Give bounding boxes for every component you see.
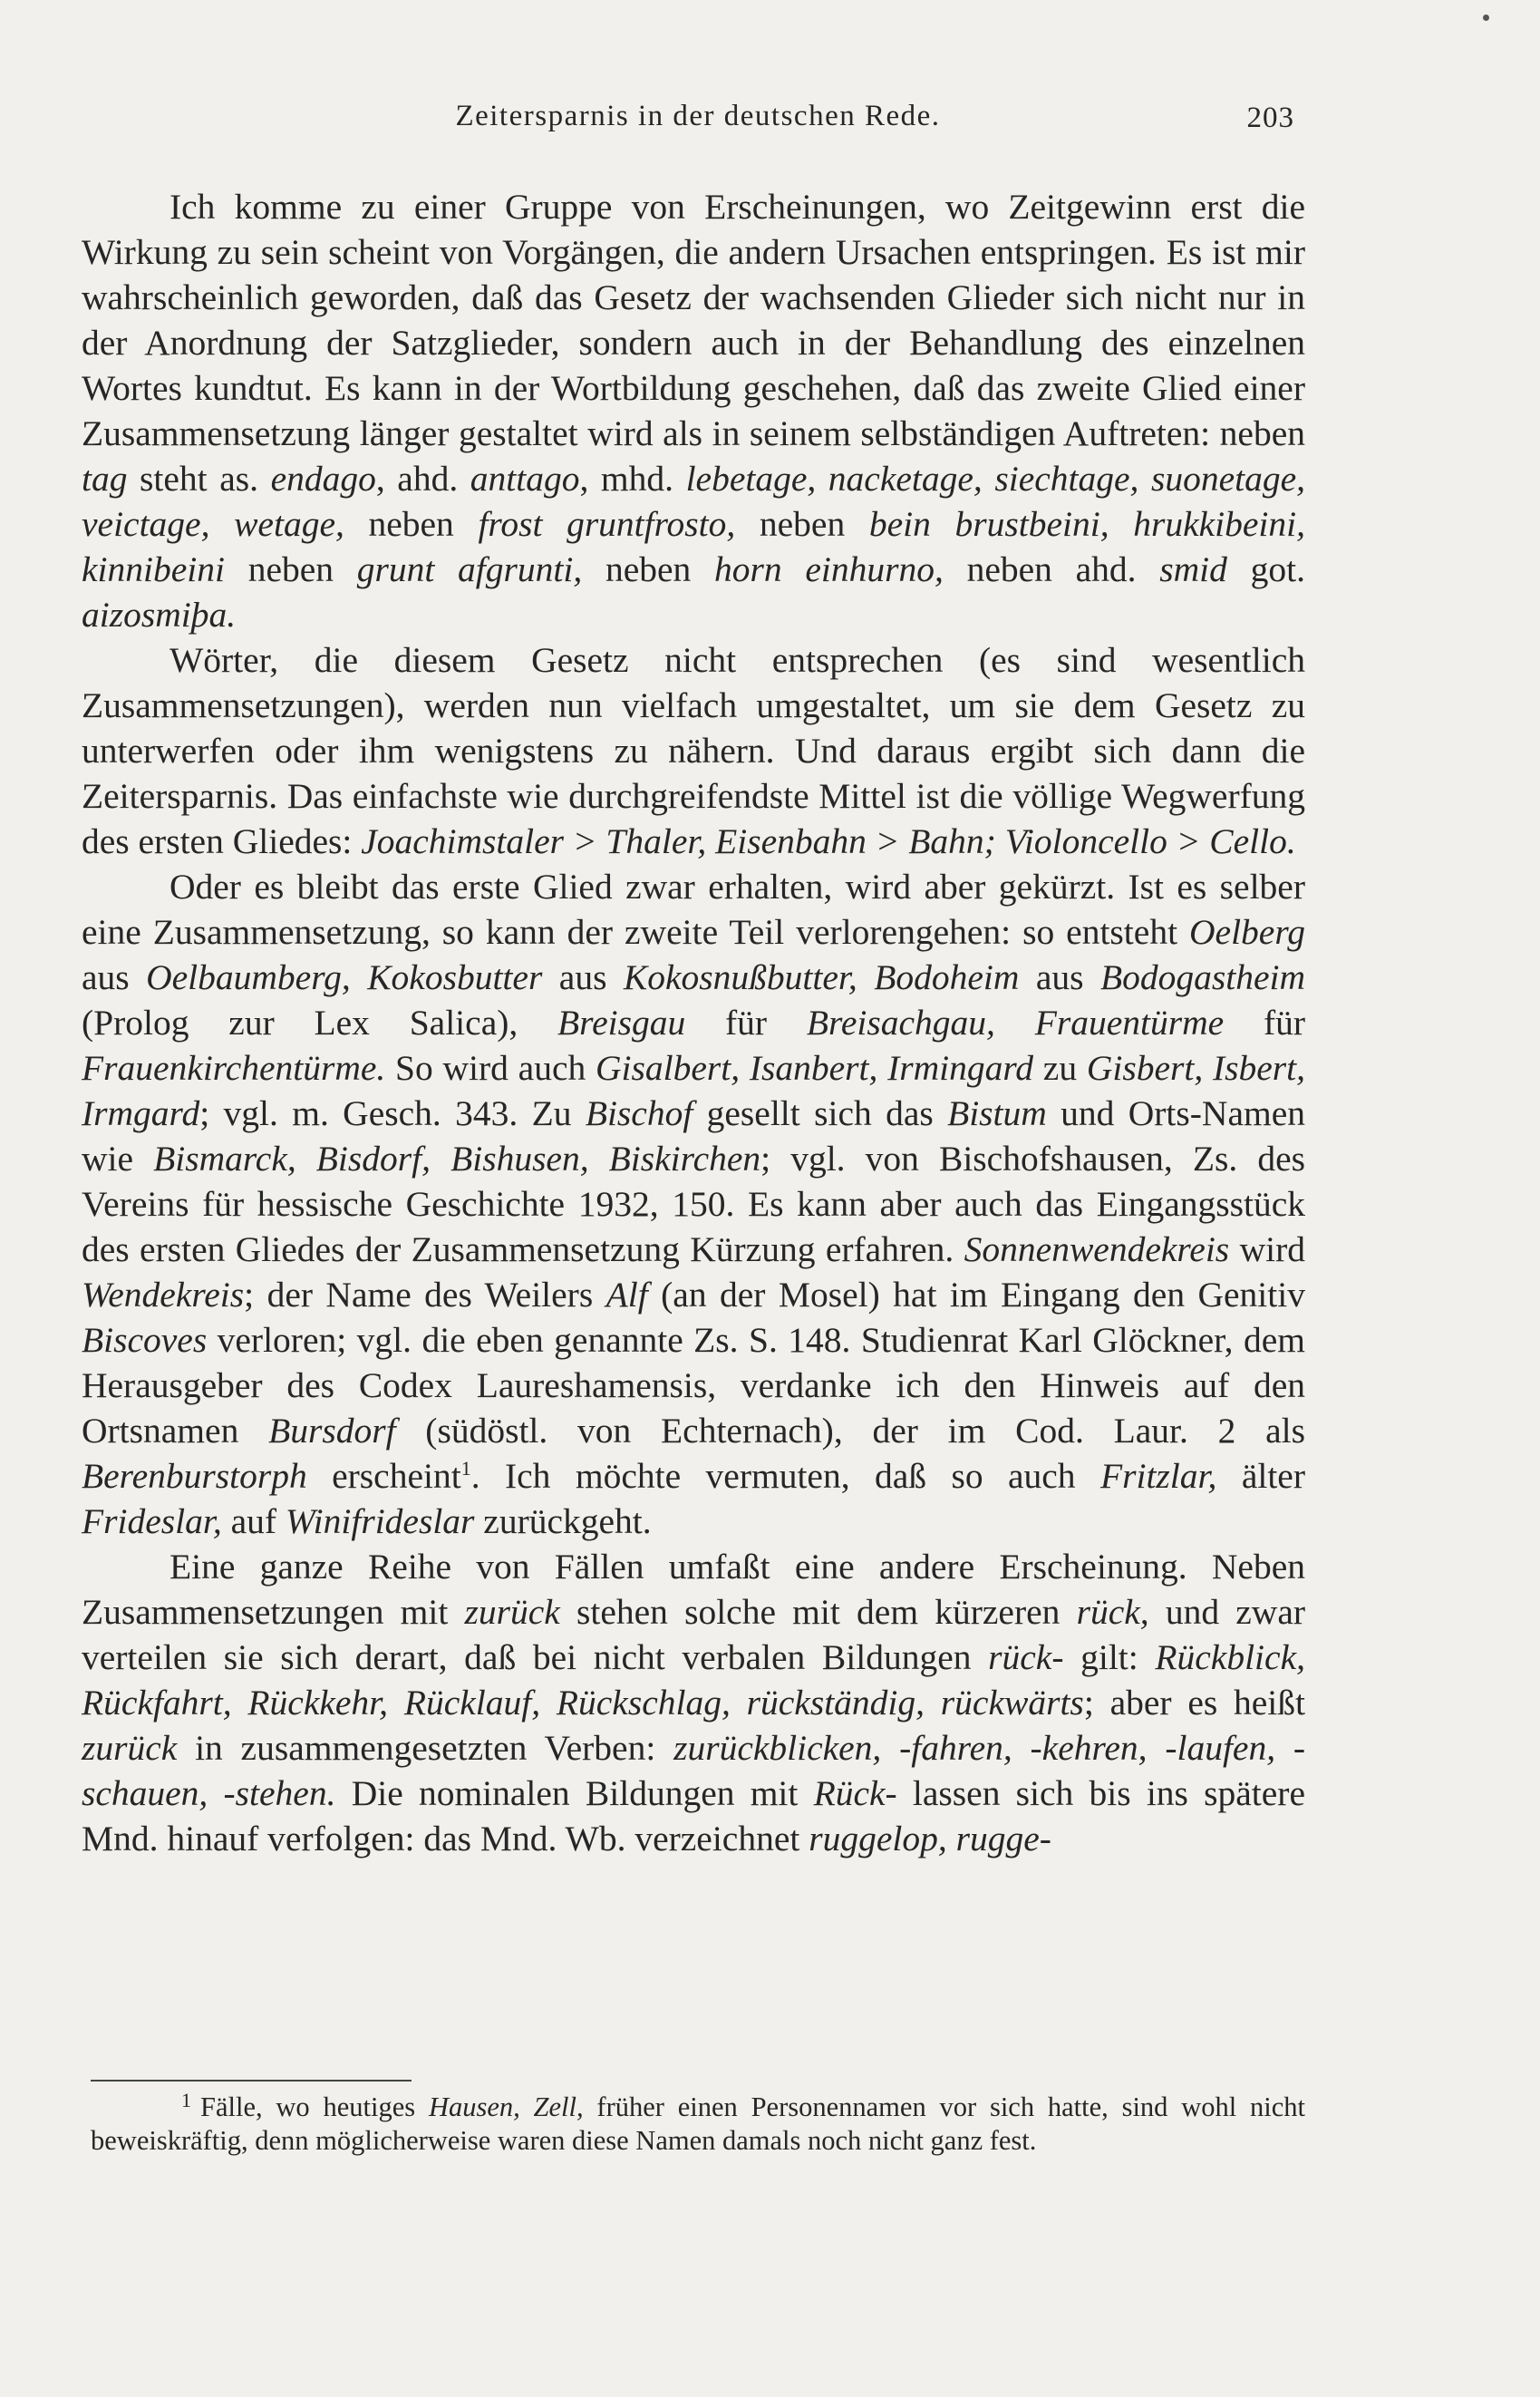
italic-run: Gisbert, Isbert, Irmgard bbox=[82, 1048, 1305, 1133]
footnote-rule bbox=[91, 2080, 412, 2082]
italic-run: Berenburstorph bbox=[82, 1456, 307, 1496]
footnote-ref: 1 bbox=[460, 1457, 471, 1480]
italic-run: zurück bbox=[464, 1592, 560, 1632]
text-run: ; vgl. von Bischofshausen, Zs. des Vereins für hessische Geschichte 1932, 150. Es kann aber auch das Eingangsstück des ersten Gliedes der Zusammensetzung Kürzung erfahren. bbox=[82, 1139, 1305, 1269]
text-run: früher einen Personennamen vor sich hatte, sind wohl nicht beweiskräftig, denn möglicherweise waren diese Namen damals noch nicht ganz fest. bbox=[91, 2091, 1305, 2156]
text-run: gesellt sich das bbox=[693, 1093, 948, 1133]
text-run: Wörter, die diesem Gesetz nicht entsprechen (es sind wesentlich Zusammensetzungen), werden nun vielfach umgestaltet, um sie dem Gesetz zu unterwerfen oder ihm wenigstens zu nähern. Und daraus ergibt sich dann die Zeitersparnis. Das einfachste wie durchgreifendste Mittel ist die völlige Wegwerfung des ersten Gliedes: bbox=[82, 640, 1305, 861]
text-run: (an der Mosel) hat im Eingang den Genitiv bbox=[647, 1275, 1305, 1315]
text-run: und Orts-Namen wie bbox=[82, 1093, 1305, 1179]
text-run: für bbox=[685, 1003, 807, 1043]
italic-run: Kokosnußbutter, Bodoheim bbox=[623, 957, 1020, 997]
text-run: auf bbox=[221, 1501, 286, 1541]
italic-run: Winifrideslar bbox=[285, 1501, 475, 1541]
footnote bbox=[91, 2091, 1305, 2158]
text-run: (südöstl. von Echternach), der im Cod. Laur. 2 als bbox=[395, 1411, 1305, 1451]
italic-run: Bistum bbox=[947, 1093, 1047, 1133]
italic-run: horn einhurno, bbox=[714, 549, 944, 589]
text-run: zurückgeht. bbox=[474, 1501, 652, 1541]
italic-run: Sonnenwendekreis bbox=[964, 1229, 1230, 1269]
italic-run: Joachimstaler > Thaler, Eisenbahn > Bahn; Violoncello > Cello. bbox=[361, 821, 1296, 861]
text-run: zu bbox=[1033, 1048, 1087, 1088]
text-run: aus bbox=[1019, 957, 1100, 997]
text-run: , mhd. bbox=[579, 459, 686, 499]
paragraph bbox=[82, 864, 1305, 1544]
text-run: neben bbox=[344, 504, 479, 544]
text-run: und zwar verteilen sie sich derart, daß bei nicht verbalen Bildungen bbox=[82, 1592, 1305, 1677]
italic-run: Gisalbert, Isanbert, Irmingard bbox=[595, 1048, 1034, 1088]
italic-run: frost gruntfrosto, bbox=[478, 504, 736, 544]
italic-run: anttago bbox=[470, 459, 580, 499]
italic-run: Bischof bbox=[585, 1093, 693, 1133]
italic-run: rück- bbox=[988, 1637, 1064, 1677]
running-title: Zeitersparnis in der deutschen Rede. bbox=[455, 100, 941, 132]
text-run: gilt: bbox=[1063, 1637, 1156, 1677]
text-run: verloren; vgl. die eben genannte Zs. S. 148. Studienrat Karl Glöckner, dem Herausgeber des Codex Laureshamensis, verdanke ich den Hinweis auf den Ortsnamen bbox=[82, 1320, 1305, 1451]
italic-run: bein brustbeini, hrukkibeini, kinnibeini bbox=[82, 504, 1305, 589]
italic-run: rück, bbox=[1076, 1592, 1149, 1632]
text-run: aus bbox=[542, 957, 624, 997]
text-run: aus bbox=[82, 957, 147, 997]
paragraph bbox=[82, 184, 1305, 637]
text-run: Fälle, wo heutiges bbox=[200, 2091, 429, 2122]
text-run: ; vgl. m. Gesch. 343. Zu bbox=[199, 1093, 586, 1133]
text-run: erscheint bbox=[306, 1456, 461, 1496]
italic-run: Bodogastheim bbox=[1100, 957, 1306, 997]
italic-run: Biscoves bbox=[82, 1320, 208, 1360]
text-run: (Prolog zur Lex Salica), bbox=[82, 1003, 558, 1043]
text-run: . Ich möchte vermuten, daß so auch bbox=[470, 1456, 1100, 1496]
paper-speck bbox=[1483, 15, 1489, 21]
italic-run: lebetage, nacketage, siechtage, suonetage, veictage, wetage, bbox=[82, 459, 1305, 544]
text-run: älter bbox=[1216, 1456, 1305, 1496]
text-run: Die nominalen Bildungen mit bbox=[335, 1773, 814, 1813]
italic-run: zurück bbox=[82, 1728, 178, 1768]
italic-run: Alf bbox=[605, 1275, 648, 1315]
paragraph bbox=[82, 1544, 1305, 1861]
paragraph bbox=[82, 637, 1305, 864]
text-run: für bbox=[1224, 1003, 1306, 1043]
text-run: steht as. bbox=[127, 459, 271, 499]
text-run: neben ahd. bbox=[943, 549, 1160, 589]
italic-run: Breisachgau, Frauentürme bbox=[806, 1003, 1225, 1043]
footnotes bbox=[91, 2091, 1305, 2158]
text-run: neben bbox=[582, 549, 714, 589]
text-run: lassen sich bis ins spätere Mnd. hinauf verfolgen: das Mnd. Wb. verzeichnet bbox=[82, 1773, 1305, 1858]
italic-run: Oelberg bbox=[1189, 912, 1305, 952]
italic-run: ruggelop, rugge- bbox=[809, 1819, 1051, 1858]
italic-run: Oelbaumberg, Kokosbutter bbox=[146, 957, 543, 997]
footnote-text bbox=[91, 2091, 1305, 2156]
text-run: in zusammengesetzten Verben: bbox=[177, 1728, 674, 1768]
text-run: So wird auch bbox=[385, 1048, 596, 1088]
italic-run: Breisgau bbox=[557, 1003, 686, 1043]
text-run: , ahd. bbox=[375, 459, 470, 499]
italic-run: Hausen, Zell, bbox=[428, 2091, 584, 2122]
italic-run: zurückblicken, -fahren, -kehren, -laufen, -schauen, -stehen. bbox=[82, 1728, 1305, 1813]
footnote-mark: 1 bbox=[181, 2089, 191, 2111]
text-run: Ich komme zu einer Gruppe von Erscheinungen, wo Zeitgewinn erst die Wirkung zu sein scheint von Vorgängen, die andern Ursachen entspringen. Es ist mir wahrscheinlich geworden, daß das Gesetz der wachsenden Glieder sich nicht nur in der Anordnung der Satzglieder, sondern auch in der Behandlung des einzelnen Wortes kundtut. Es kann in der Wortbildung geschehen, daß das zweite Glied einer Zusammensetzung länger gestaltet wird als in seinem selbständigen Auftreten: neben bbox=[82, 187, 1305, 453]
italic-run: Frauenkirchentürme. bbox=[82, 1048, 386, 1088]
italic-run: smid bbox=[1159, 549, 1227, 589]
italic-run: Bursdorf bbox=[268, 1411, 396, 1451]
running-head bbox=[91, 100, 1305, 145]
italic-run: endago bbox=[270, 459, 376, 499]
text-run: Eine ganze Reihe von Fällen umfaßt eine andere Erscheinung. Neben Zusammensetzungen mit bbox=[82, 1547, 1305, 1632]
text-run: wird bbox=[1229, 1229, 1305, 1269]
text-run: Oder es bleibt das erste Glied zwar erhalten, wird aber gekürzt. Ist es selber eine Zusammensetzung, so kann der zweite Teil verlorengehen: so entsteht bbox=[82, 867, 1305, 952]
italic-run: Frideslar, bbox=[82, 1501, 222, 1541]
text-run: neben bbox=[224, 549, 357, 589]
italic-run: Fritzlar, bbox=[1099, 1456, 1217, 1496]
italic-run: aizosmiþa. bbox=[82, 595, 237, 635]
italic-run: Rückblick, Rückfahrt, Rückkehr, Rücklauf, Rückschlag, rückständig, rückwärts bbox=[82, 1637, 1305, 1723]
page-number: 203 bbox=[1246, 102, 1294, 134]
italic-run: tag bbox=[82, 459, 128, 499]
body-text bbox=[82, 184, 1305, 1861]
text-run: ; der Name des Weilers bbox=[244, 1275, 606, 1315]
italic-run: Wendekreis bbox=[82, 1275, 245, 1315]
italic-run: Bismarck, Bisdorf, Bishusen, Biskirchen bbox=[153, 1139, 761, 1179]
text-run: got. bbox=[1226, 549, 1305, 589]
text-run: ; aber es heißt bbox=[1083, 1683, 1306, 1723]
text-run: stehen solche mit dem kürzeren bbox=[559, 1592, 1077, 1632]
italic-run: Rück- bbox=[813, 1773, 897, 1813]
italic-run: grunt afgrunti, bbox=[356, 549, 583, 589]
text-run: neben bbox=[735, 504, 869, 544]
